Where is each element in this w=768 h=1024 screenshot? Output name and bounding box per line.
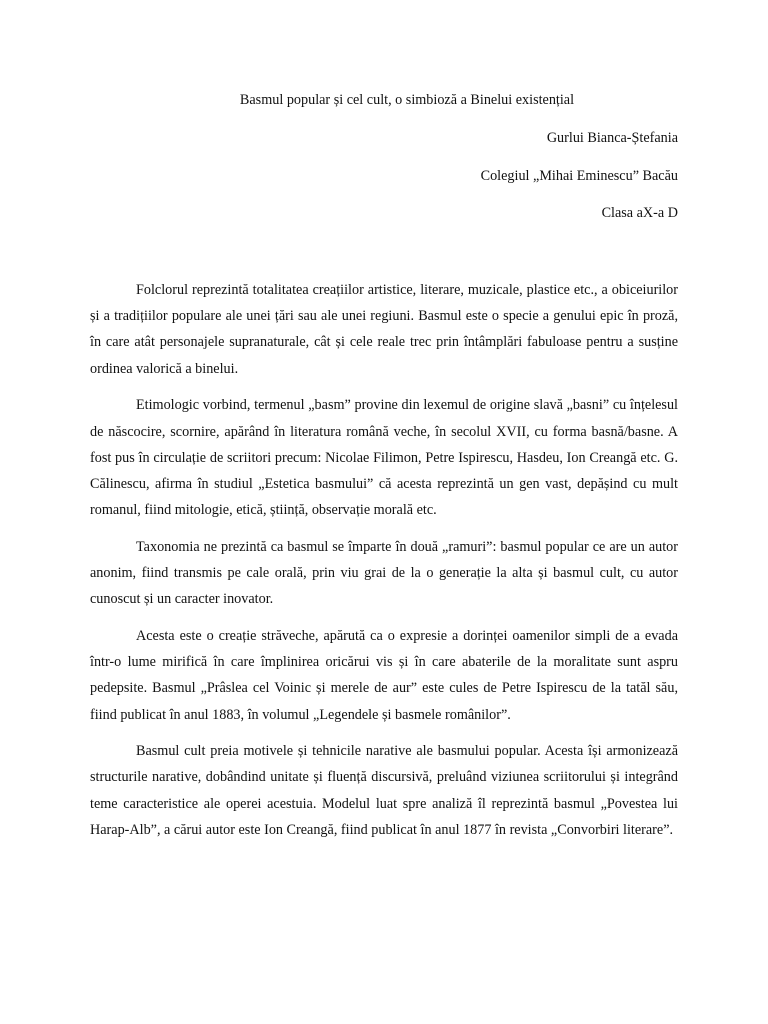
paragraph-basm-cult: Basmul cult preia motivele și tehnicile narative ale basmului popular. Acesta își armonizează structurile narative, dobândind unitate și fluență discursivă, preluând viziunea scriitorului și integrând teme caracteristice ale operei acestuia. Modelul luat spre analiză îl reprezintă basmul „Povestea lui Harap-Alb”, a cărui autor este Ion Creangă, fiind publicat în anul 1877 în revista „Convorbiri literare”. — [90, 743, 678, 838]
paragraph-etimologie: Etimologic vorbind, termenul „basm” provine din lexemul de origine slavă „basni” cu înțelesul de născocire, scornire, apărând în literatura română veche, în secolul XVII, cu forma basnă/basne. A fost pus în circulație de scriitori precum: Nicolae Filimon, Petre Ispirescu, Hasdeu, Ion Creangă etc. G. Călinescu, afirma în studiul „Estetica basmului” că acesta reprezintă un gen vast, depășind cu mult romanul, fiind mitologie, etică, știință, observație morală etc. — [90, 397, 678, 519]
class-name: Clasa aX-a D — [601, 205, 678, 221]
paragraph-taxonomie: Taxonomia ne prezintă ca basmul se împarte în două „ramuri”: basmul popular ce are un autor anonim, fiind transmis pe cale orală, prin viu grai de la o generație la alta și basmul cult, cu autor cunoscut și un caracter inovator. — [90, 538, 678, 608]
document-title: Basmul popular și cel cult, o simbioză a Binelui existențial — [239, 92, 575, 108]
document-body — [90, 277, 678, 854]
paragraph-basm-popular: Acesta este o creație străveche, apărută ca o expresie a dorinței oamenilor simpli de a evada într-o lume mirifică în care împlinirea oricărui vis și în care abaterile de la moralitate sunt aspru pedepsite. Basmul „Prâslea cel Voinic și merele de aur” este cules de Petre Ispirescu de la tatăl său, fiind publicat în anul 1883, în volumul „Legendele și basmele românilor”. — [90, 627, 678, 723]
paragraph-folclor: Folclorul reprezintă totalitatea creațiilor artistice, literare, muzicale, plastice etc., a obiceiurilor și a tradițiilor populare ale unei țări sau ale unei regiuni. Basmul este o specie a genului epic în proză, în care atât personajele supranaturale, cât și cele reale trec prin întâmplări fabuloase pentru a susține ordinea valorică a binelui. — [90, 282, 678, 377]
author-name: Gurlui Bianca-Ștefania — [546, 130, 678, 146]
school-name: Colegiul „Mihai Eminescu” Bacău — [480, 168, 678, 184]
